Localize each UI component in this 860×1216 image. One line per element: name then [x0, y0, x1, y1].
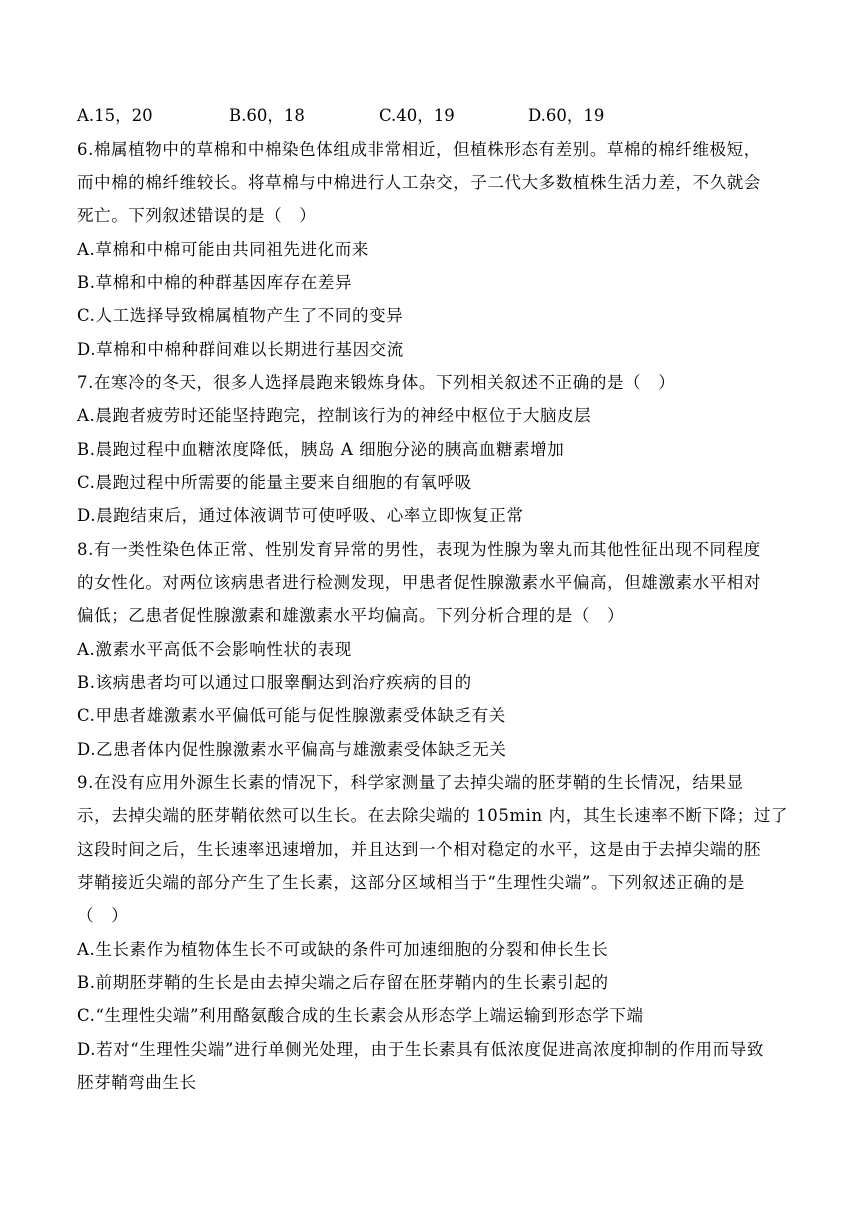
q9-option-c: C.“生理性尖端”利用酪氨酸合成的生长素会从形态学上端运输到形态学下端: [77, 1006, 644, 1025]
q6-stem-line: 而中棉的棉纤维较长。将草棉与中棉进行人工杂交，子二代大多数植株生活力差，不久就会: [77, 173, 761, 192]
q7-stem-line: 7.在寒冷的冬天，很多人选择晨跑来锻炼身体。下列相关叙述不正确的是（ ）: [77, 373, 676, 392]
q9-stem-line: 9.在没有应用外源生长素的情况下，科学家测量了去掉尖端的胚芽鞘的生长情况，结果显: [77, 773, 744, 792]
q6-stem-line: 6.棉属植物中的草棉和中棉染色体组成非常相近，但植株形态有差别。草棉的棉纤维极短，: [77, 140, 761, 159]
q8-stem-line: 的女性化。对两位该病患者进行检测发现，甲患者促性腺激素水平偏高，但雄激素水平相对: [77, 573, 761, 592]
q7-option-d: D.晨跑结束后，通过体液调节可使呼吸、心率立即恢复正常: [77, 506, 524, 525]
q7-option-a: A.晨跑者疲劳时还能坚持跑完，控制该行为的神经中枢位于大脑皮层: [77, 406, 592, 425]
q9-option-d-continued: 胚芽鞘弯曲生长: [77, 1073, 197, 1092]
q5-option-d: D.60，19: [528, 106, 605, 125]
q6-option-a: A.草棉和中棉可能由共同祖先进化而来: [77, 240, 369, 259]
q6-stem-line: 死亡。下列叙述错误的是（ ）: [77, 206, 317, 225]
q9-option-a: A.生长素作为植物体生长不可或缺的条件可加速细胞的分裂和伸长生长: [77, 940, 609, 959]
q8-stem-line: 8.有一类性染色体正常、性别发育异常的男性，表现为性腺为睾丸而其他性征出现不同程度: [77, 540, 761, 559]
q9-option-b: B.前期胚芽鞘的生长是由去掉尖端之后存留在胚芽鞘内的生长素引起的: [77, 973, 609, 992]
q9-stem-line: 芽鞘接近尖端的部分产生了生长素，这部分区域相当于“生理性尖端”。下列叙述正确的是: [77, 873, 745, 892]
q9-answer-bracket: （ ）: [77, 906, 129, 925]
q9-option-d: D.若对“生理性尖端”进行单侧光处理，由于生长素具有低浓度促进高浓度抑制的作用而导致: [77, 1040, 764, 1059]
q5-option-a: A.15，20: [77, 106, 153, 125]
q8-option-b: B.该病患者均可以通过口服睾酮达到治疗疾病的目的: [77, 673, 472, 692]
q9-stem-line: 示，去掉尖端的胚芽鞘依然可以生长。在去除尖端的 105min 内，其生长速率不断下降；过了: [77, 806, 789, 825]
q7-option-c: C.晨跑过程中所需要的能量主要来自细胞的有氧呼吸: [77, 473, 472, 492]
q5-option-c: C.40，19: [379, 106, 455, 125]
q6-option-b: B.草棉和中棉的种群基因库存在差异: [77, 273, 353, 292]
q8-option-a: A.激素水平高低不会影响性状的表现: [77, 640, 352, 659]
q8-stem-line: 偏低；乙患者促性腺激素和雄激素水平均偏高。下列分析合理的是（ ）: [77, 606, 625, 625]
q6-option-d: D.草棉和中棉种群间难以长期进行基因交流: [77, 340, 404, 359]
q8-option-d: D.乙患者体内促性腺激素水平偏高与雄激素受体缺乏无关: [77, 740, 507, 759]
q5-option-b: B.60，18: [229, 106, 305, 125]
q8-option-c: C.甲患者雄激素水平偏低可能与促性腺激素受体缺乏有关: [77, 706, 506, 725]
q6-option-c: C.人工选择导致棉属植物产生了不同的变异: [77, 306, 404, 325]
q7-option-b: B.晨跑过程中血糖浓度降低，胰岛 A 细胞分泌的胰高血糖素增加: [77, 440, 565, 459]
q9-stem-line: 这段时间之后，生长速率迅速增加，并且达到一个相对稳定的水平，这是由于去掉尖端的胚: [77, 840, 761, 859]
